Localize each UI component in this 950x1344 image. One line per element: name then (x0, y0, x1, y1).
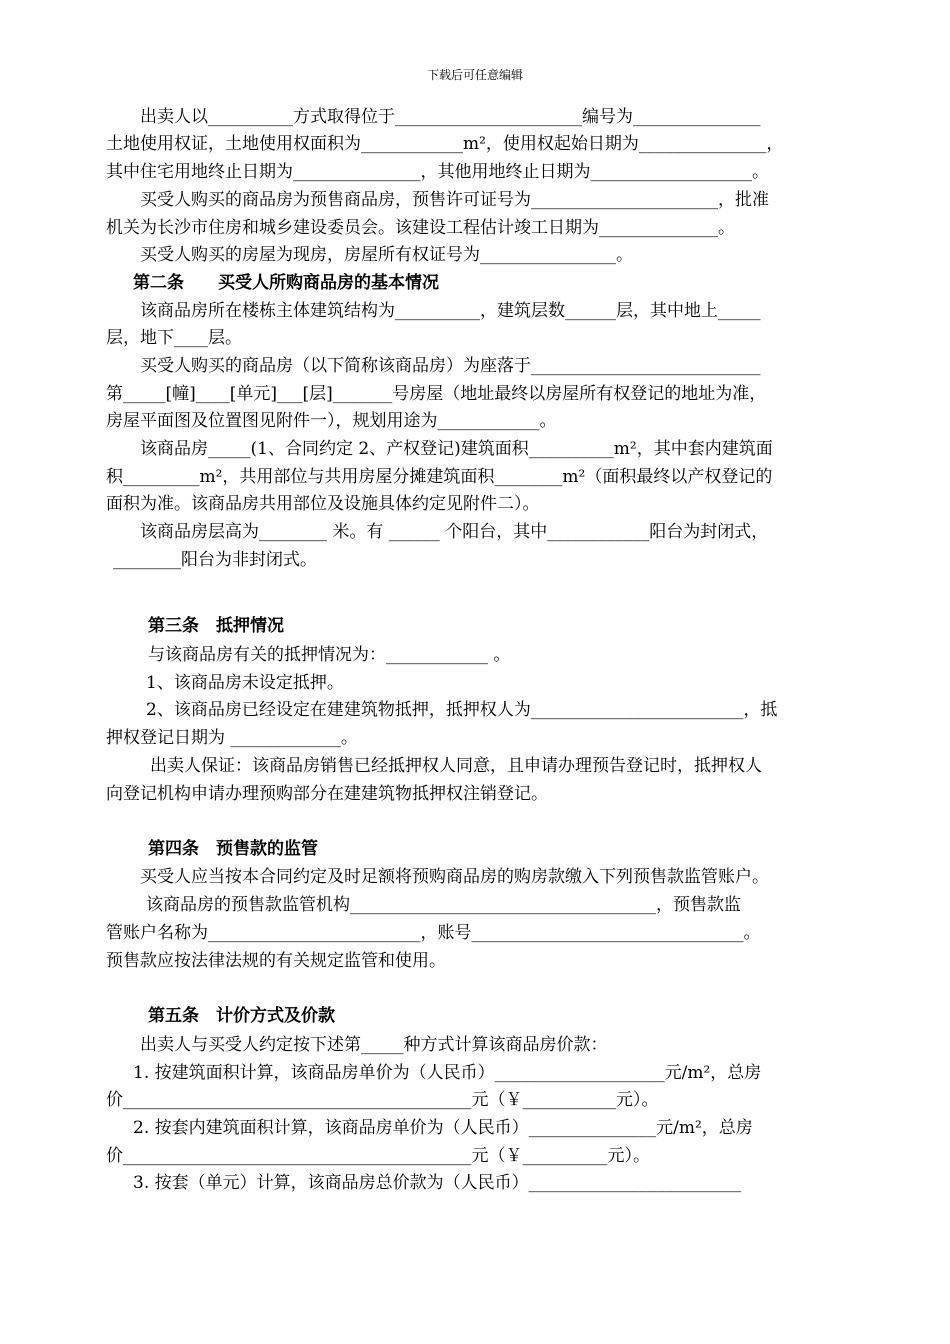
section-heading: 第三条 抵押情况 (148, 616, 284, 636)
text-line: 1. 按建筑面积计算，该商品房单价为（人民币）____________________元/m²，总房 (133, 1063, 762, 1083)
text-line: 2、该商品房已经设定在建建筑物抵押，抵押权人为_________________________，抵 (146, 700, 778, 720)
text-line: 该商品房所在楼栋主体建筑结构为__________，建筑层数______层，其中地上_____ (140, 301, 761, 321)
text-line: 买受人购买的商品房为预售商品房，预售许可证号为______________________，批准 (140, 190, 769, 210)
text-line: 层，地下____层。 (106, 328, 242, 348)
section-heading: 第二条 买受人所购商品房的基本情况 (133, 273, 439, 293)
text-line: 出卖人保证：该商品房销售已经抵押权人同意，且申请办理预告登记时，抵押权人 (150, 756, 762, 776)
text-line: 房屋平面图及位置图见附件一），规划用途为____________。 (106, 411, 557, 431)
text-line: 向登记机构申请办理预购部分在建建筑物抵押权注销登记。 (106, 784, 548, 804)
text-line: 出卖人与买受人约定按下述第_____种方式计算该商品房价款： (140, 1035, 608, 1055)
text-line: 其中住宅用地终止日期为_______________，其他用地终止日期为___________________。 (106, 162, 769, 182)
text-line: 面积为准。该商品房共用部位及设施具体约定见附件二）。 (106, 494, 540, 514)
page-header: 下载后可任意编辑 (426, 68, 523, 82)
text-line: 出卖人以__________方式取得位于______________________编号为_______________ (140, 107, 761, 127)
text-line: 该商品房层高为________ 米。有 ______ 个阳台，其中____________阳台为封闭式， (140, 522, 769, 542)
text-line: ________阳台为非封闭式。 (113, 550, 317, 570)
text-line: 买受人购买的房屋为现房，房屋所有权证号为________________。 (140, 245, 633, 265)
text-line: 第_____[幢]____[单元]___[层]_______号房屋（地址最终以房屋所有权登记的地址为准， (106, 384, 767, 404)
text-line: 积_________m²，共用部位与共用房屋分摊建筑面积________m²（面积最终以产权登记的 (106, 467, 773, 487)
text-line: 管账户名称为_________________________，账号________________________________。 (106, 923, 761, 943)
text-line: 预售款应按法律法规的有关规定监管和使用。 (106, 951, 446, 971)
text-line: 与该商品房有关的抵押情况为：____________ 。 (148, 645, 511, 665)
text-line: 价_________________________________________元（￥___________元）。 (106, 1090, 659, 1110)
text-line: 1、该商品房未设定抵押。 (146, 673, 344, 693)
section-heading: 第四条 预售款的监管 (148, 839, 318, 859)
text-line: 土地使用权证，土地使用权面积为____________m²，使用权起始日期为_______________， (106, 134, 784, 154)
text-line: 价_________________________________________元（￥__________元）。 (106, 1146, 650, 1166)
text-line: 买受人购买的商品房（以下简称该商品房）为座落于___________________________ (140, 356, 761, 376)
section-heading: 第五条 计价方式及价款 (148, 1006, 335, 1026)
text-line: 机关为长沙市住房和城乡建设委员会。该建设工程估计竣工日期为______________。 (106, 218, 735, 238)
text-line: 该商品房_____(1、合同约定 2、产权登记)建筑面积__________m²，其中套内建筑面 (140, 439, 773, 459)
text-line: 该商品房的预售款监管机构____________________________________，预售款监 (146, 895, 741, 915)
text-line: 买受人应当按本合同约定及时足额将预购商品房的购房款缴入下列预售款监管账户。 (140, 867, 769, 887)
text-line: 3. 按套（单元）计算，该商品房总价款为（人民币）_________________________ (133, 1173, 742, 1193)
text-line: 2. 按套内建筑面积计算，该商品房单价为（人民币）_______________元/m²，总房 (133, 1118, 753, 1138)
text-line: 押权登记日期为 _____________。 (106, 728, 358, 748)
